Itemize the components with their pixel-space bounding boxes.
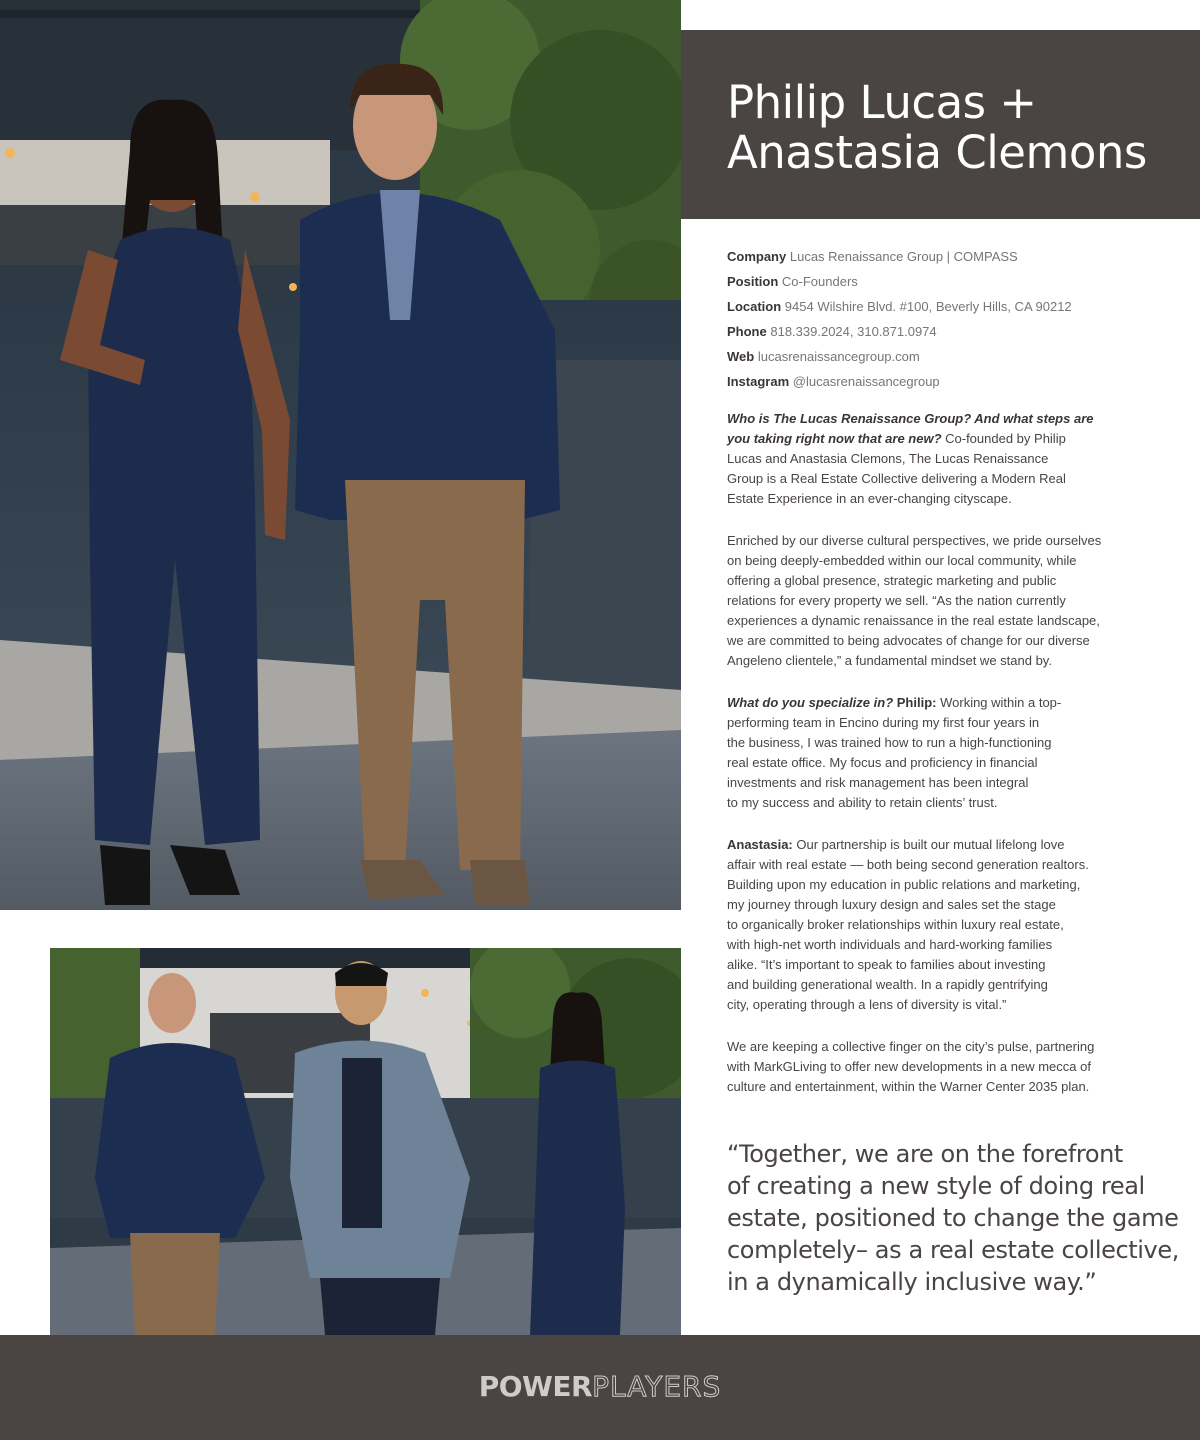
location-label: Location xyxy=(727,299,782,314)
location-value: 9454 Wilshire Blvd. #100, Beverly Hills, CA 90212 xyxy=(784,299,1072,314)
paragraph-1 xyxy=(727,409,1157,509)
location-row xyxy=(727,294,1177,319)
company-row xyxy=(727,244,1177,269)
question-1: Who is The Lucas Renaissance Group? And what steps are you taking right now that are new? xyxy=(727,411,1094,446)
title-banner xyxy=(681,30,1200,219)
profile-info xyxy=(727,244,1177,394)
answer-1: Co-founded by Philip Lucas and Anastasia Clemons, The Lucas Renaissance Group is a Real Estate Collective delivering a Modern Real Estate Experience in an ever-changing cityscape. xyxy=(727,431,1066,506)
web-label: Web xyxy=(727,349,755,364)
logo-power: POWER xyxy=(478,1370,593,1403)
paragraph-3 xyxy=(727,693,1157,813)
instagram-label: Instagram xyxy=(727,374,790,389)
article-body xyxy=(727,409,1157,1119)
main-photo xyxy=(0,0,681,910)
group-photo-illustration xyxy=(50,948,681,1335)
phone-value[interactable]: 818.339.2024, 310.871.0974 xyxy=(770,324,937,339)
position-value: Co-Founders xyxy=(781,274,858,289)
answer-anastasia: Our partnership is built our mutual lifelong love affair with real estate — both being second generation realtors. Building upon my education in public relations and marketing, my journey through luxury design and sales set the stage to organically broker relationships within luxury real estate, with high-net worth individuals and hard-working families alike. “It’s important to speak to families about investing and building generational wealth. In a rapidly gentrifying city, operating through a lens of diversity is vital.” xyxy=(727,837,1089,1012)
answer-philip: Working within a top- performing team in Encino during my first four years in the business, I was trained how to run a high-functioning real estate office. My focus and proficiency in financial investments and risk management has been integral to my success and ability to retain clients’ trust. xyxy=(727,695,1062,810)
logo-players: PLAYERS xyxy=(592,1370,722,1403)
position-label: Position xyxy=(727,274,779,289)
main-photo-illustration xyxy=(0,0,681,910)
phone-row xyxy=(727,319,1177,344)
page-title xyxy=(727,78,1180,178)
paragraph-2: Enriched by our diverse cultural perspectives, we pride ourselves on being deeply-embedded within our local community, while offering a global presence, strategic marketing and public relations for every property we sell. “As the nation currently experiences a dynamic renaissance in the real estate landscape, we are committed to being advocates of change for our diverse Angeleno clientele,” a fundamental mindset we stand by. xyxy=(727,533,1102,668)
power-players-logo xyxy=(0,1371,1200,1403)
web-link[interactable]: lucasrenaissancegroup.com xyxy=(757,349,920,364)
instagram-handle[interactable]: @lucasrenaissancegroup xyxy=(792,374,940,389)
paragraph-4 xyxy=(727,835,1157,1015)
title-line-2: Anastasia Clemons xyxy=(727,126,1147,179)
title-line-1: Philip Lucas + xyxy=(727,76,1037,129)
group-photo xyxy=(50,948,681,1335)
speaker-philip: Philip: xyxy=(893,695,937,710)
company-label: Company xyxy=(727,249,787,264)
instagram-row xyxy=(727,369,1177,394)
phone-label: Phone xyxy=(727,324,767,339)
paragraph-5: We are keeping a collective finger on the city’s pulse, partnering with MarkGLiving to offer new developments in a new mecca of culture and entertainment, within the Warner Center 2035 plan. xyxy=(727,1039,1095,1094)
company-value: Lucas Renaissance Group | COMPASS xyxy=(789,249,1018,264)
question-2: What do you specialize in? xyxy=(727,695,894,710)
speaker-anastasia: Anastasia: xyxy=(727,837,793,852)
position-row xyxy=(727,269,1177,294)
pull-quote: “Together, we are on the forefront of creating a new style of doing real estate, positioned to change the game completely– as a real estate collective, in a dynamically inclusive way.” xyxy=(727,1140,1179,1296)
web-row xyxy=(727,344,1177,369)
footer-bar xyxy=(0,1335,1200,1440)
